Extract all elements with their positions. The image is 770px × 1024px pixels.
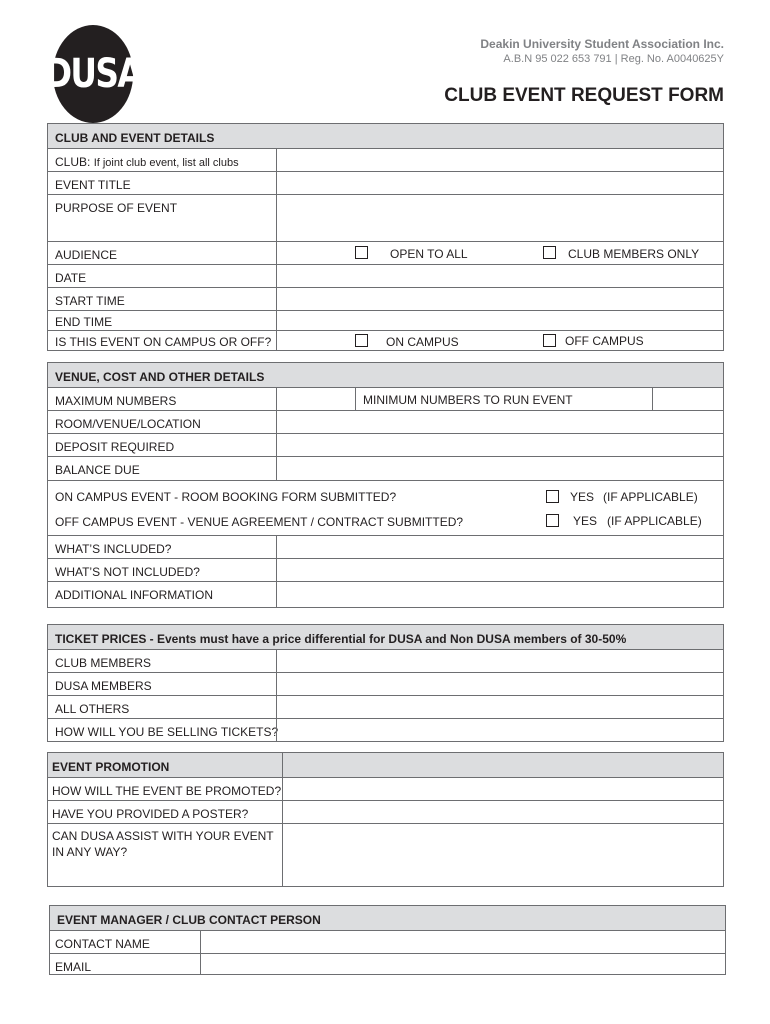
end-time-label: END TIME (55, 315, 113, 329)
club-event-section (47, 123, 724, 351)
purpose-field[interactable] (277, 195, 723, 241)
on-campus-checkbox[interactable] (355, 334, 368, 347)
organization-info (480, 37, 724, 65)
dusa-logo: DUSA (53, 25, 133, 123)
max-numbers-field[interactable] (277, 388, 355, 410)
club-note: If joint club event, list all clubs (93, 157, 239, 169)
deposit-label: DEPOSIT REQUIRED (55, 440, 175, 454)
balance-row (48, 456, 723, 480)
assist-row (48, 823, 723, 886)
audience-label: AUDIENCE (55, 248, 118, 262)
included-row (48, 535, 723, 558)
promoted-field[interactable] (283, 778, 723, 800)
end-time-field[interactable] (277, 311, 723, 330)
selling-row (48, 718, 723, 741)
section-header: CLUB AND EVENT DETAILS (48, 124, 723, 148)
on-campus-applicable-label: (IF APPLICABLE) (603, 490, 698, 504)
club-members-price-field[interactable] (277, 650, 723, 672)
poster-label: HAVE YOU PROVIDED A POSTER? (52, 807, 249, 821)
all-others-price-field[interactable] (277, 696, 723, 718)
promotion-section (47, 752, 724, 887)
club-members-only-checkbox[interactable] (543, 246, 556, 259)
contact-section (49, 905, 726, 975)
club-members-price-label: CLUB MEMBERS (55, 656, 152, 670)
start-time-field[interactable] (277, 288, 723, 310)
poster-field[interactable] (283, 801, 723, 823)
off-campus-yes-checkbox[interactable] (546, 514, 559, 527)
balance-field[interactable] (277, 457, 723, 480)
venue-section (47, 362, 724, 608)
room-label: ROOM/VENUE/LOCATION (55, 417, 201, 431)
off-campus-yes-label: YES (573, 514, 598, 528)
deposit-field[interactable] (277, 434, 723, 456)
min-numbers-label: MINIMUM NUMBERS TO RUN EVENT (363, 393, 573, 407)
section-header: EVENT MANAGER / CLUB CONTACT PERSON (50, 906, 725, 930)
contact-name-row (50, 930, 725, 953)
contact-name-field[interactable] (201, 931, 725, 953)
additional-label: ADDITIONAL INFORMATION (55, 588, 214, 602)
not-included-field[interactable] (277, 559, 723, 581)
all-others-price-label: ALL OTHERS (55, 702, 130, 716)
date-field[interactable] (277, 265, 723, 287)
campus-question-label: IS THIS EVENT ON CAMPUS OR OFF? (55, 335, 272, 349)
open-to-all-label: OPEN TO ALL (390, 247, 468, 261)
campus-row (48, 330, 723, 351)
email-row (50, 953, 725, 975)
organization-name: Deakin University Student Association Inc. (480, 37, 724, 51)
room-field[interactable] (277, 411, 723, 433)
on-campus-booking-label: ON CAMPUS EVENT - ROOM BOOKING FORM SUBMITTED? (55, 490, 397, 504)
event-title-field[interactable] (277, 172, 723, 194)
room-row (48, 410, 723, 433)
section-header: TICKET PRICES - Events must have a price differential for DUSA and Non DUSA members of 30-50% (48, 625, 723, 649)
section-header: EVENT PROMOTION (48, 753, 723, 777)
registration-info: A.B.N 95 022 653 791 | Reg. No. A0040625Y (503, 53, 724, 65)
club-row (48, 148, 723, 171)
dusa-members-price-row (48, 672, 723, 695)
purpose-label: PURPOSE OF EVENT (55, 201, 178, 215)
dusa-members-price-field[interactable] (277, 673, 723, 695)
section-header: VENUE, COST AND OTHER DETAILS (48, 363, 723, 387)
event-title-row (48, 171, 723, 194)
poster-row (48, 800, 723, 823)
form-title: CLUB EVENT REQUEST FORM (444, 85, 724, 106)
on-campus-yes-label: YES (570, 490, 595, 504)
min-numbers-field[interactable] (653, 388, 723, 410)
club-members-price-row (48, 649, 723, 672)
contact-name-label: CONTACT NAME (55, 937, 150, 951)
on-campus-label: ON CAMPUS (386, 335, 459, 349)
assist-label-line-1: CAN DUSA ASSIST WITH YOUR EVENT (52, 829, 274, 843)
club-field[interactable] (277, 149, 723, 171)
event-title-label: EVENT TITLE (55, 178, 131, 192)
selling-label: HOW WILL YOU BE SELLING TICKETS? (55, 725, 279, 739)
not-included-label: WHAT’S NOT INCLUDED? (55, 565, 200, 579)
not-included-row (48, 558, 723, 581)
selling-field[interactable] (277, 719, 723, 741)
promoted-label: HOW WILL THE EVENT BE PROMOTED? (52, 784, 282, 798)
start-time-row (48, 287, 723, 310)
deposit-row (48, 433, 723, 456)
assist-label-line-2: IN ANY WAY? (52, 845, 128, 859)
all-others-price-row (48, 695, 723, 718)
included-field[interactable] (277, 536, 723, 558)
open-to-all-checkbox[interactable] (355, 246, 368, 259)
off-campus-checkbox[interactable] (543, 334, 556, 347)
assist-field[interactable] (283, 824, 723, 886)
balance-label: BALANCE DUE (55, 463, 140, 477)
club-members-only-label: CLUB MEMBERS ONLY (568, 247, 700, 261)
included-label: WHAT’S INCLUDED? (55, 542, 172, 556)
additional-row (48, 581, 723, 607)
numbers-row (48, 387, 723, 410)
off-campus-contract-label: OFF CAMPUS EVENT - VENUE AGREEMENT / CONTRACT SUBMITTED? (55, 515, 464, 529)
purpose-row (48, 194, 723, 241)
email-field[interactable] (201, 954, 725, 975)
off-campus-applicable-label: (IF APPLICABLE) (607, 514, 702, 528)
date-row (48, 264, 723, 287)
off-campus-label: OFF CAMPUS (565, 334, 644, 348)
start-time-label: START TIME (55, 294, 125, 308)
promoted-row (48, 777, 723, 800)
max-numbers-label: MAXIMUM NUMBERS (55, 394, 177, 408)
date-label: DATE (55, 271, 87, 285)
ticket-prices-section (47, 624, 724, 742)
booking-row (48, 480, 723, 535)
additional-field[interactable] (277, 582, 723, 607)
email-label: EMAIL (55, 960, 92, 974)
end-time-row (48, 310, 723, 330)
club-label: CLUB: (55, 155, 91, 169)
dusa-members-price-label: DUSA MEMBERS (55, 679, 152, 693)
audience-row (48, 241, 723, 264)
on-campus-yes-checkbox[interactable] (546, 490, 559, 503)
